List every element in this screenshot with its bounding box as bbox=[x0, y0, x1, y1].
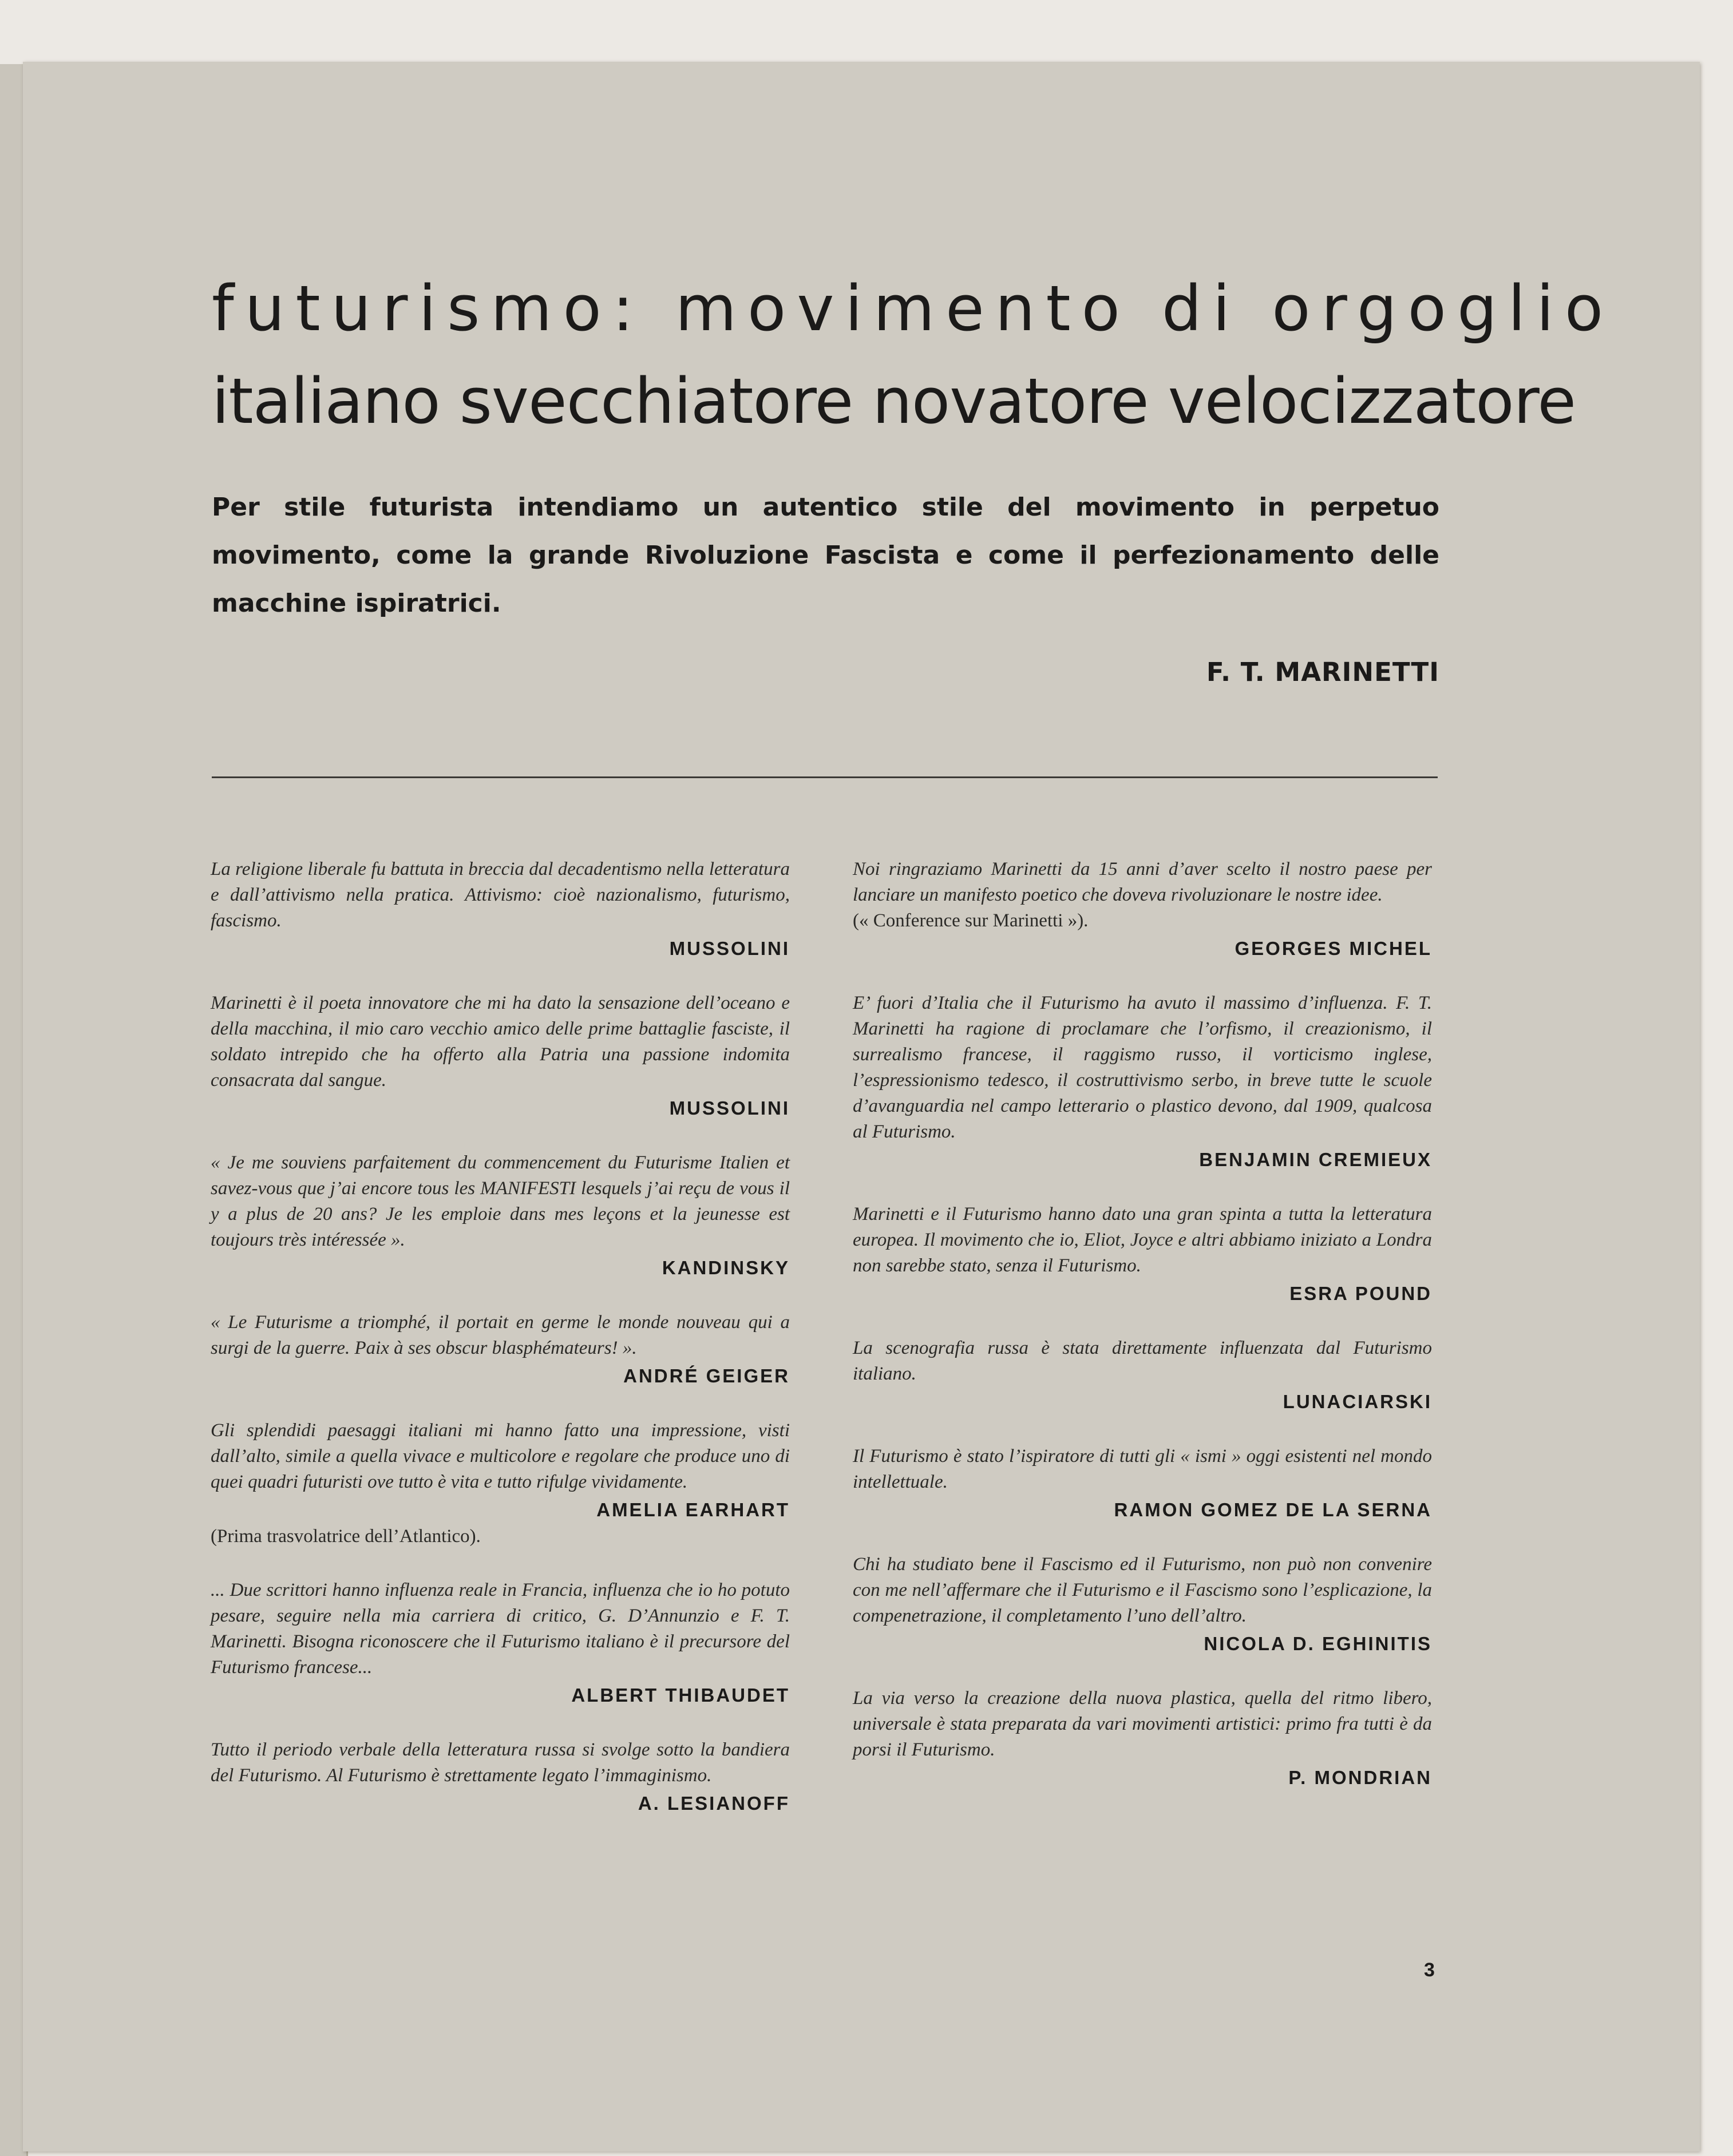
page-number: 3 bbox=[1424, 1959, 1435, 1981]
quote-author: KANDINSKY bbox=[662, 1257, 790, 1278]
quote-text: Marinetti è il poeta innovatore che mi ha dato la sensazione dell’oceano e della macchina, il mio caro vecchio amico delle prime battaglie fasciste, il soldato intrepido che ha offerto alla Patria una passione indomita consacrata dal sangue. bbox=[211, 993, 790, 1091]
quote-author: BENJAMIN CREMIEUX bbox=[1199, 1149, 1432, 1170]
quote-item bbox=[211, 857, 790, 962]
quote-text: La via verso la creazione della nuova plastica, quella del ritmo libero, universale è stata preparata da vari movimenti artistici: primo fra tutti è da porsi il Futurismo. bbox=[853, 1688, 1432, 1760]
divider-rule bbox=[212, 776, 1438, 778]
quote-text: Marinetti e il Futurismo hanno dato una gran spinta a tutta la letteratura europea. Il movimento che io, Eliot, Joyce e altri abbiamo iniziato a Londra non sarebbe stato, senza il Futurismo. bbox=[853, 1204, 1432, 1276]
quote-author: MUSSOLINI bbox=[669, 1097, 790, 1119]
quote-author: NICOLA D. EGHINITIS bbox=[1204, 1633, 1432, 1654]
quote-author: ANDRÉ GEIGER bbox=[623, 1365, 790, 1386]
quote-text: « Je me souviens parfaitement du commencement du Futurisme Italien et savez-vous que j’ai encore tous les MANIFESTI lesquels j’ai reçu de vous il y a plus de 20 ans? Je les emploie dans mes leçons et la jeunesse est toujours très intéressée ». bbox=[211, 1152, 790, 1250]
title-line-2: italiano svecchiatore novatore velocizzatore bbox=[212, 364, 1576, 438]
quote-item bbox=[853, 1335, 1432, 1416]
quote-text: ... Due scrittori hanno influenza reale in Francia, influenza che io ho potuto pesare, seguire nella mia carriera di critico, G. D’Annunzio e F. T. Marinetti. Bisogna riconoscere che il Futurismo italiano è il precursore del Futurismo francese... bbox=[211, 1580, 790, 1678]
quote-text: Gli splendidi paesaggi italiani mi hanno fatto una impressione, visti dall’alto, simile a quella vivace e multicolore e regolare che produce uno di quei quadri futuristi ove tutto è vita e tutto rifulge vividamente. bbox=[211, 1420, 790, 1492]
quote-item bbox=[853, 857, 1432, 962]
quote-text: Chi ha studiato bene il Fascismo ed il Futurismo, non può non convenire con me nell’affermare che il Futurismo e il Fascismo sono l’esplicazione, la compenetrazione, il completamento l’uno dell’altro. bbox=[853, 1554, 1432, 1626]
quote-note: (« Conference sur Marinetti »). bbox=[853, 910, 1089, 931]
quote-item bbox=[211, 1578, 790, 1709]
quote-author: RAMON GOMEZ DE LA SERNA bbox=[1114, 1499, 1432, 1520]
quote-author: LUNACIARSKI bbox=[1283, 1391, 1432, 1412]
quote-author: ALBERT THIBAUDET bbox=[571, 1685, 790, 1706]
quotes-column-left bbox=[211, 857, 790, 1845]
quote-author: MUSSOLINI bbox=[669, 938, 790, 959]
quote-author: AMELIA EARHART bbox=[596, 1499, 790, 1520]
quote-item bbox=[853, 1552, 1432, 1658]
title-line-1: futurismo: movimento di orgoglio bbox=[212, 272, 1615, 345]
lead-quote: Per stile futurista intendiamo un autentico stile del movimento in perpetuo movimento, come la grande Rivoluzione Fascista e come il perfezionamento delle macchine ispiratrici. bbox=[212, 493, 1439, 618]
quote-author: ESRA POUND bbox=[1289, 1283, 1432, 1304]
quote-item bbox=[853, 1444, 1432, 1524]
quote-text: La religione liberale fu battuta in breccia dal decadentismo nella letteratura e dall’attivismo nella pratica. Attivismo: cioè nazionalismo, futurismo, fascismo. bbox=[211, 859, 790, 931]
lead-quote-author: F. T. MARINETTI bbox=[1206, 657, 1439, 687]
quote-item bbox=[211, 1310, 790, 1390]
article-title bbox=[212, 262, 1615, 447]
quotes-column-right bbox=[853, 857, 1432, 1820]
quote-text: « Le Futurisme a triomphé, il portait en germe le monde nouveau qui a surgi de la guerre. Paix à ses obscur blasphémateurs! ». bbox=[211, 1312, 790, 1358]
quote-note: (Prima trasvolatrice dell’Atlantico). bbox=[211, 1526, 481, 1547]
quote-item bbox=[211, 1737, 790, 1817]
quote-text: Il Futurismo è stato l’ispiratore di tutti gli « ismi » oggi esistenti nel mondo intellettuale. bbox=[853, 1446, 1432, 1492]
quote-author: A. LESIANOFF bbox=[638, 1793, 790, 1814]
quote-author: GEORGES MICHEL bbox=[1235, 938, 1432, 959]
quote-text: E’ fuori d’Italia che il Futurismo ha avuto il massimo d’influenza. F. T. Marinetti ha ragione di proclamare che l’orfismo, il creazionismo, il surrealismo francese, il raggismo russo, il vorticismo inglese, l’espressionismo tedesco, il costruttivismo serbo, in breve tutte le scuole d’avanguardia nel campo letterario o plastico devono, dal 1909, qualcosa al Futurismo. bbox=[853, 993, 1432, 1142]
quote-item bbox=[853, 1686, 1432, 1792]
quote-text: Noi ringraziamo Marinetti da 15 anni d’aver scelto il nostro paese per lanciare un manifesto poetico che doveva rivoluzionare le nostre idee. bbox=[853, 859, 1432, 905]
quote-item bbox=[211, 990, 790, 1122]
quote-item bbox=[211, 1418, 790, 1549]
quote-author: P. MONDRIAN bbox=[1288, 1767, 1432, 1788]
quote-item bbox=[853, 990, 1432, 1174]
quote-text: Tutto il periodo verbale della letteratura russa si svolge sotto la bandiera del Futurismo. Al Futurismo è strettamente legato l’immaginismo. bbox=[211, 1739, 790, 1786]
quote-item bbox=[211, 1150, 790, 1282]
quote-text: La scenografia russa è stata direttamente influenzata dal Futurismo italiano. bbox=[853, 1338, 1432, 1384]
quote-item bbox=[853, 1202, 1432, 1307]
